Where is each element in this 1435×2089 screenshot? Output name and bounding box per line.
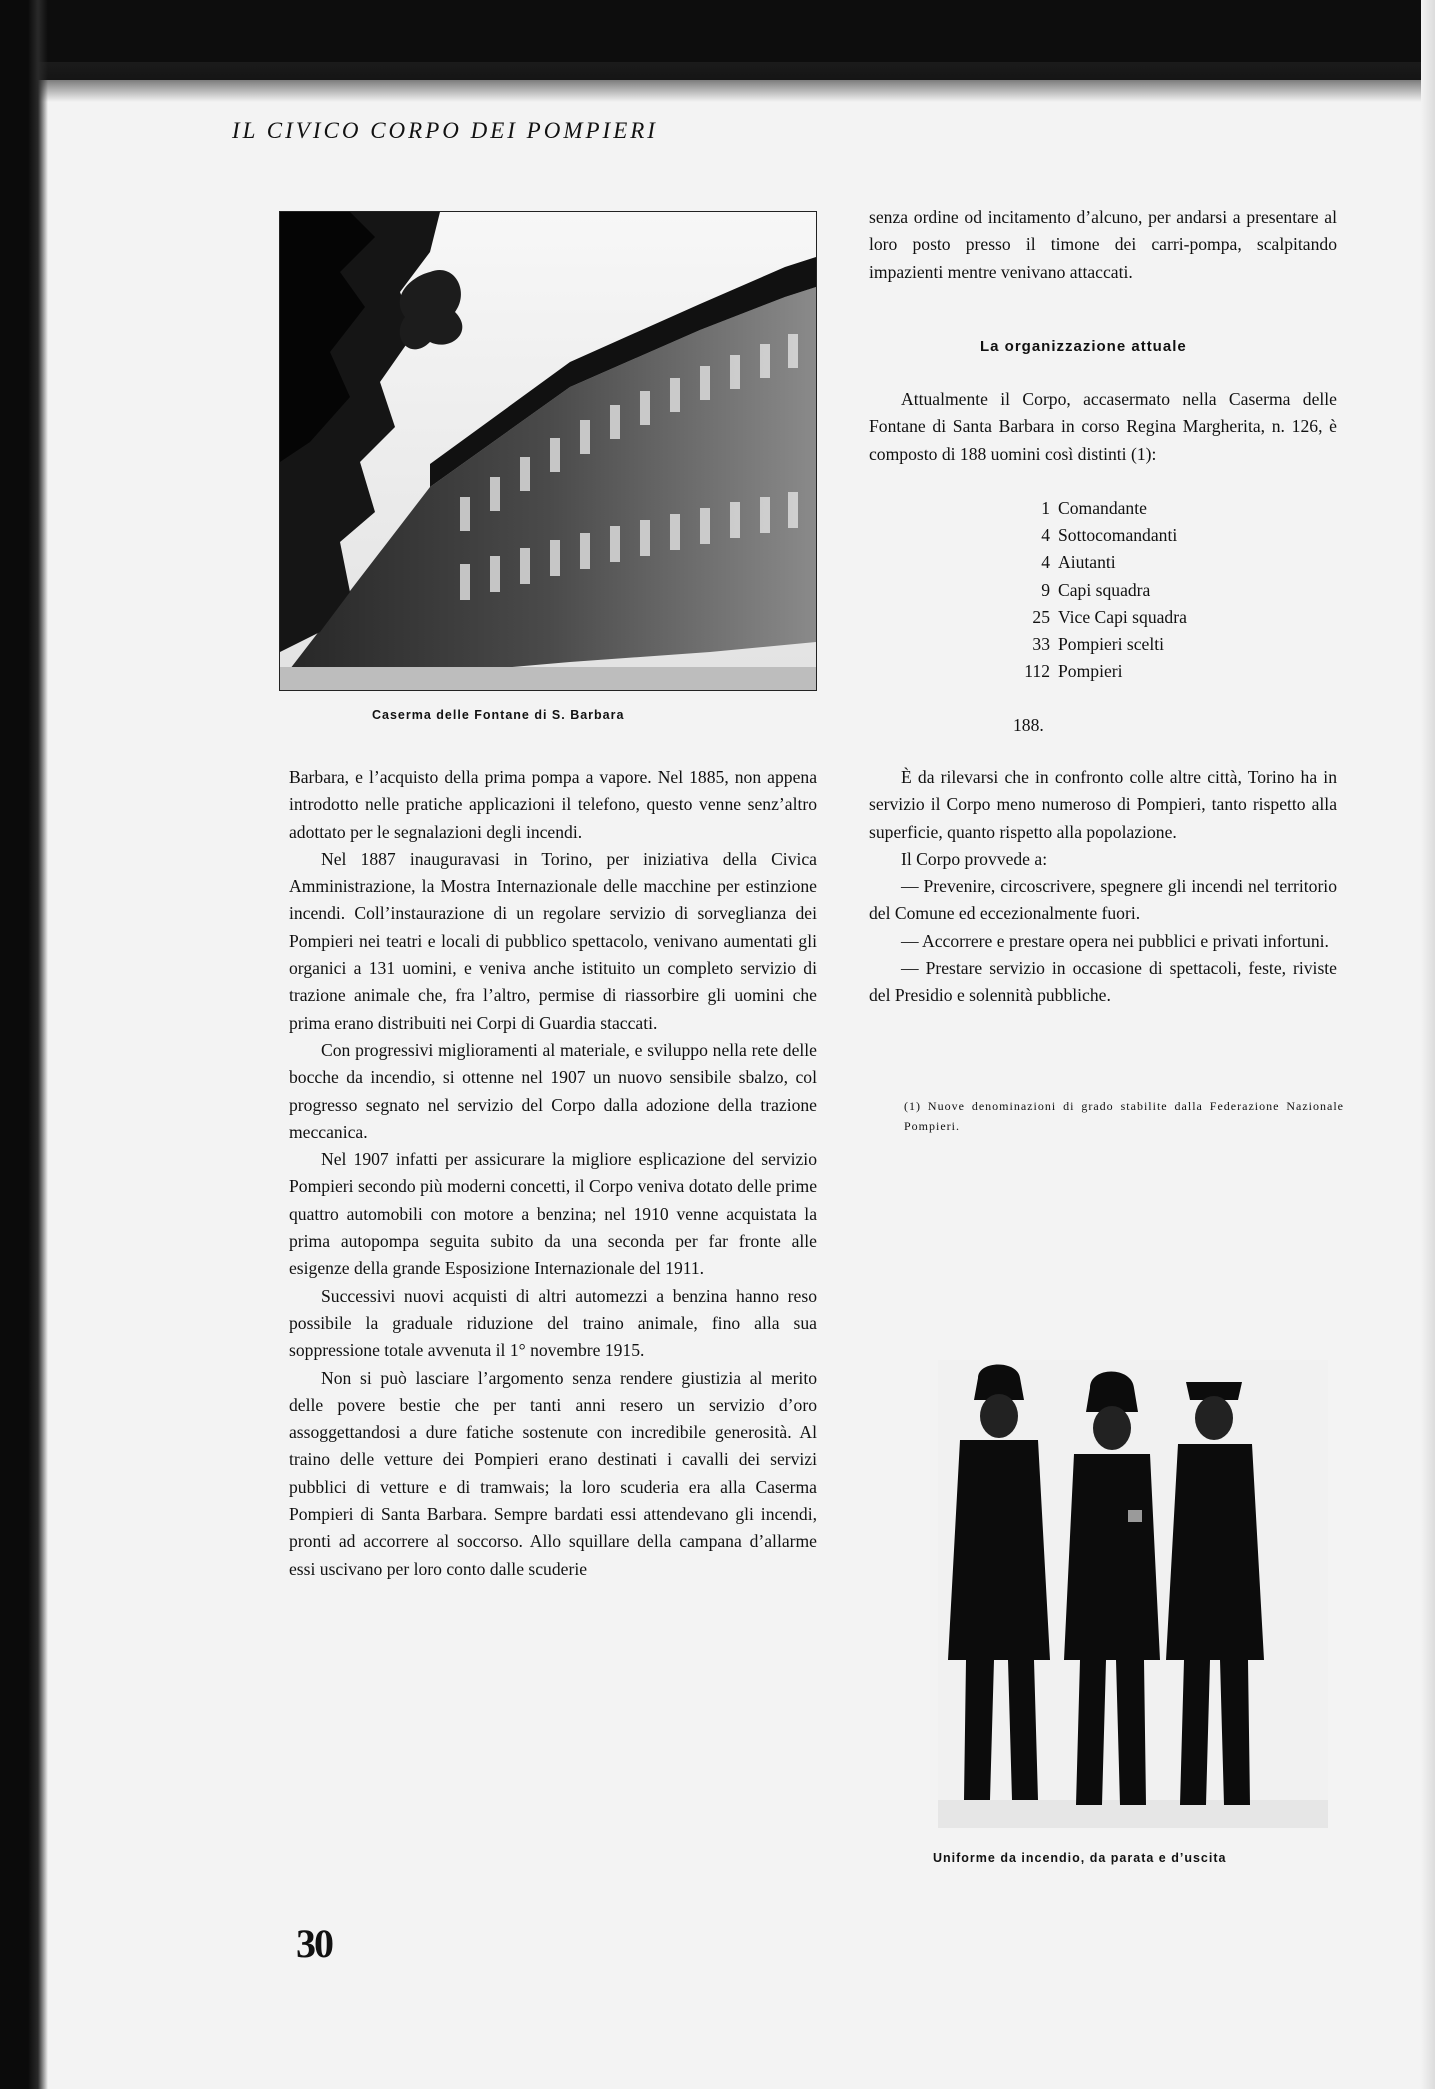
scan-border-right — [1421, 0, 1435, 2089]
right-column-continuation — [869, 204, 1337, 286]
ranks-total: 188. — [1013, 715, 1044, 735]
rank-row: 9 Capi squadra — [1041, 579, 1151, 600]
barracks-photo — [280, 212, 816, 690]
rank-row: 4 Aiutanti — [1041, 552, 1116, 573]
section-intro — [869, 386, 1337, 468]
ranks-list — [1010, 495, 1187, 685]
rank-row: 33 Pompieri scelti — [1032, 634, 1165, 655]
left-column — [289, 764, 817, 1583]
scan-border-left — [0, 0, 48, 2089]
section-title: La organizzazione attuale — [980, 338, 1187, 355]
paragraph: Non si può lasciare l’argomento senza rendere giustizia al merito delle povere bestie che per tanti anni resero un servizio d’oro assoggettandosi a dure fatiche sostenute con incredibile generosità. Al traino delle vetture dei Pompieri erano destinati i cavalli dei servizi pubblici di vetture e di tramwais; la loro scuderia era alla Caserma Pompieri di Santa Barbara. Sempre bardati essi attendevano gli incendi, pronti ad accorrere al soccorso. Allo squillare della campana d’allarme essi uscivano per loro conto dalle scuderie — [289, 1367, 817, 1579]
rank-row: 1 Comandante — [1041, 498, 1147, 518]
barracks-photo-caption: Caserma delle Fontane di S. Barbara — [372, 708, 625, 722]
rank-row: 4 Sottocomandanti — [1041, 525, 1178, 546]
page-number: 30 — [296, 1921, 332, 1966]
paragraph: È da rilevarsi che in confronto colle altre città, Torino ha in servizio il Corpo meno numeroso di Pompieri, tanto rispetto alla superficie, quanto rispetto alla popolazione. — [869, 767, 1337, 842]
rank-row: 25 Vice Capi squadra — [1032, 606, 1187, 627]
paragraph: Nel 1907 infatti per assicurare la migliore esplicazione del servizio Pompieri secondo più moderni concetti, il Corpo veniva dotato delle prime quattro automobili con motore a benzina; nel 1910 venne acquistata la prima autopompa seguita subito da una seconda per far fronte alle esigenze della grande Esposizione Internazionale del 1911. — [289, 1149, 817, 1279]
uniforms-photo-caption: Uniforme da incendio, da parata e d’uscita — [933, 1851, 1227, 1865]
paragraph: Il Corpo provvede a: — [901, 848, 1048, 869]
continuation-text: senza ordine od incitamento d’alcuno, per andarsi a presentare al loro posto presso il timone dei carri-pompa, scalpitando impazienti mentre venivano attaccati. — [869, 207, 1337, 282]
duty-item: — Prestare servizio in occasione di spettacoli, feste, riviste del Presidio e solennità pubbliche. — [869, 958, 1337, 1006]
scan-border-shadow — [0, 62, 1435, 102]
uniforms-photo — [938, 1360, 1328, 1828]
paragraph: Barbara, e l’acquisto della prima pompa a vapore. Nel 1885, non appena introdotto nelle pratiche applicazioni il telefono, questo venne senz’altro adottato per le segnalazioni degli incendi. — [289, 767, 817, 842]
paragraph: Con progressivi miglioramenti al materiale, e sviluppo nella rete delle bocche da incendio, si ottenne nel 1907 un nuovo sensibile sbalzo, col progresso segnato nel servizio del Corpo dalla adozione della trazione meccanica. — [289, 1039, 817, 1142]
barracks-photo-icon — [280, 212, 816, 690]
rank-row: 112 Pompieri — [1024, 661, 1123, 682]
paragraph: Successivi nuovi acquisti di altri automezzi a benzina hanno reso possibile la graduale riduzione del traino animale, fino alla sua soppressione totale avvenuta il 1° novembre 1915. — [289, 1285, 817, 1361]
duty-item: — Prevenire, circoscrivere, spegnere gli incendi nel territorio del Comune ed eccezionalmente fuori. — [869, 876, 1337, 924]
firemen-uniforms-photo-icon — [938, 1360, 1328, 1828]
running-head: IL CIVICO CORPO DEI POMPIERI — [232, 118, 658, 143]
section-intro-text: Attualmente il Corpo, accasermato nella Caserma delle Fontane di Santa Barbara in corso Regina Margherita, n. 126, è composto di 188 uomini così distinti (1): — [869, 389, 1337, 464]
right-column — [869, 764, 1337, 1010]
paragraph: Nel 1887 inauguravasi in Torino, per iniziativa della Civica Amministrazione, la Mostra Internazionale delle macchine per estinzione incendi. Coll’instaurazione di un regolare servizio di sorveglianza dei Pompieri nei teatri e locali di pubblico spettacolo, venivano aumentati gli organici a 131 uomini, e veniva anche istituito un completo servizio di trazione animale che, fra l’altro, permise di riassorbire gli uomini che prima erano distribuiti nei Corpi di Guardia staccati. — [289, 848, 817, 1033]
footnote: (1) Nuove denominazioni di grado stabilite dalla Federazione Nazionale Pompieri. — [904, 1099, 1344, 1133]
duty-item: — Accorrere e prestare opera nei pubblici e privati infortuni. — [901, 930, 1329, 951]
